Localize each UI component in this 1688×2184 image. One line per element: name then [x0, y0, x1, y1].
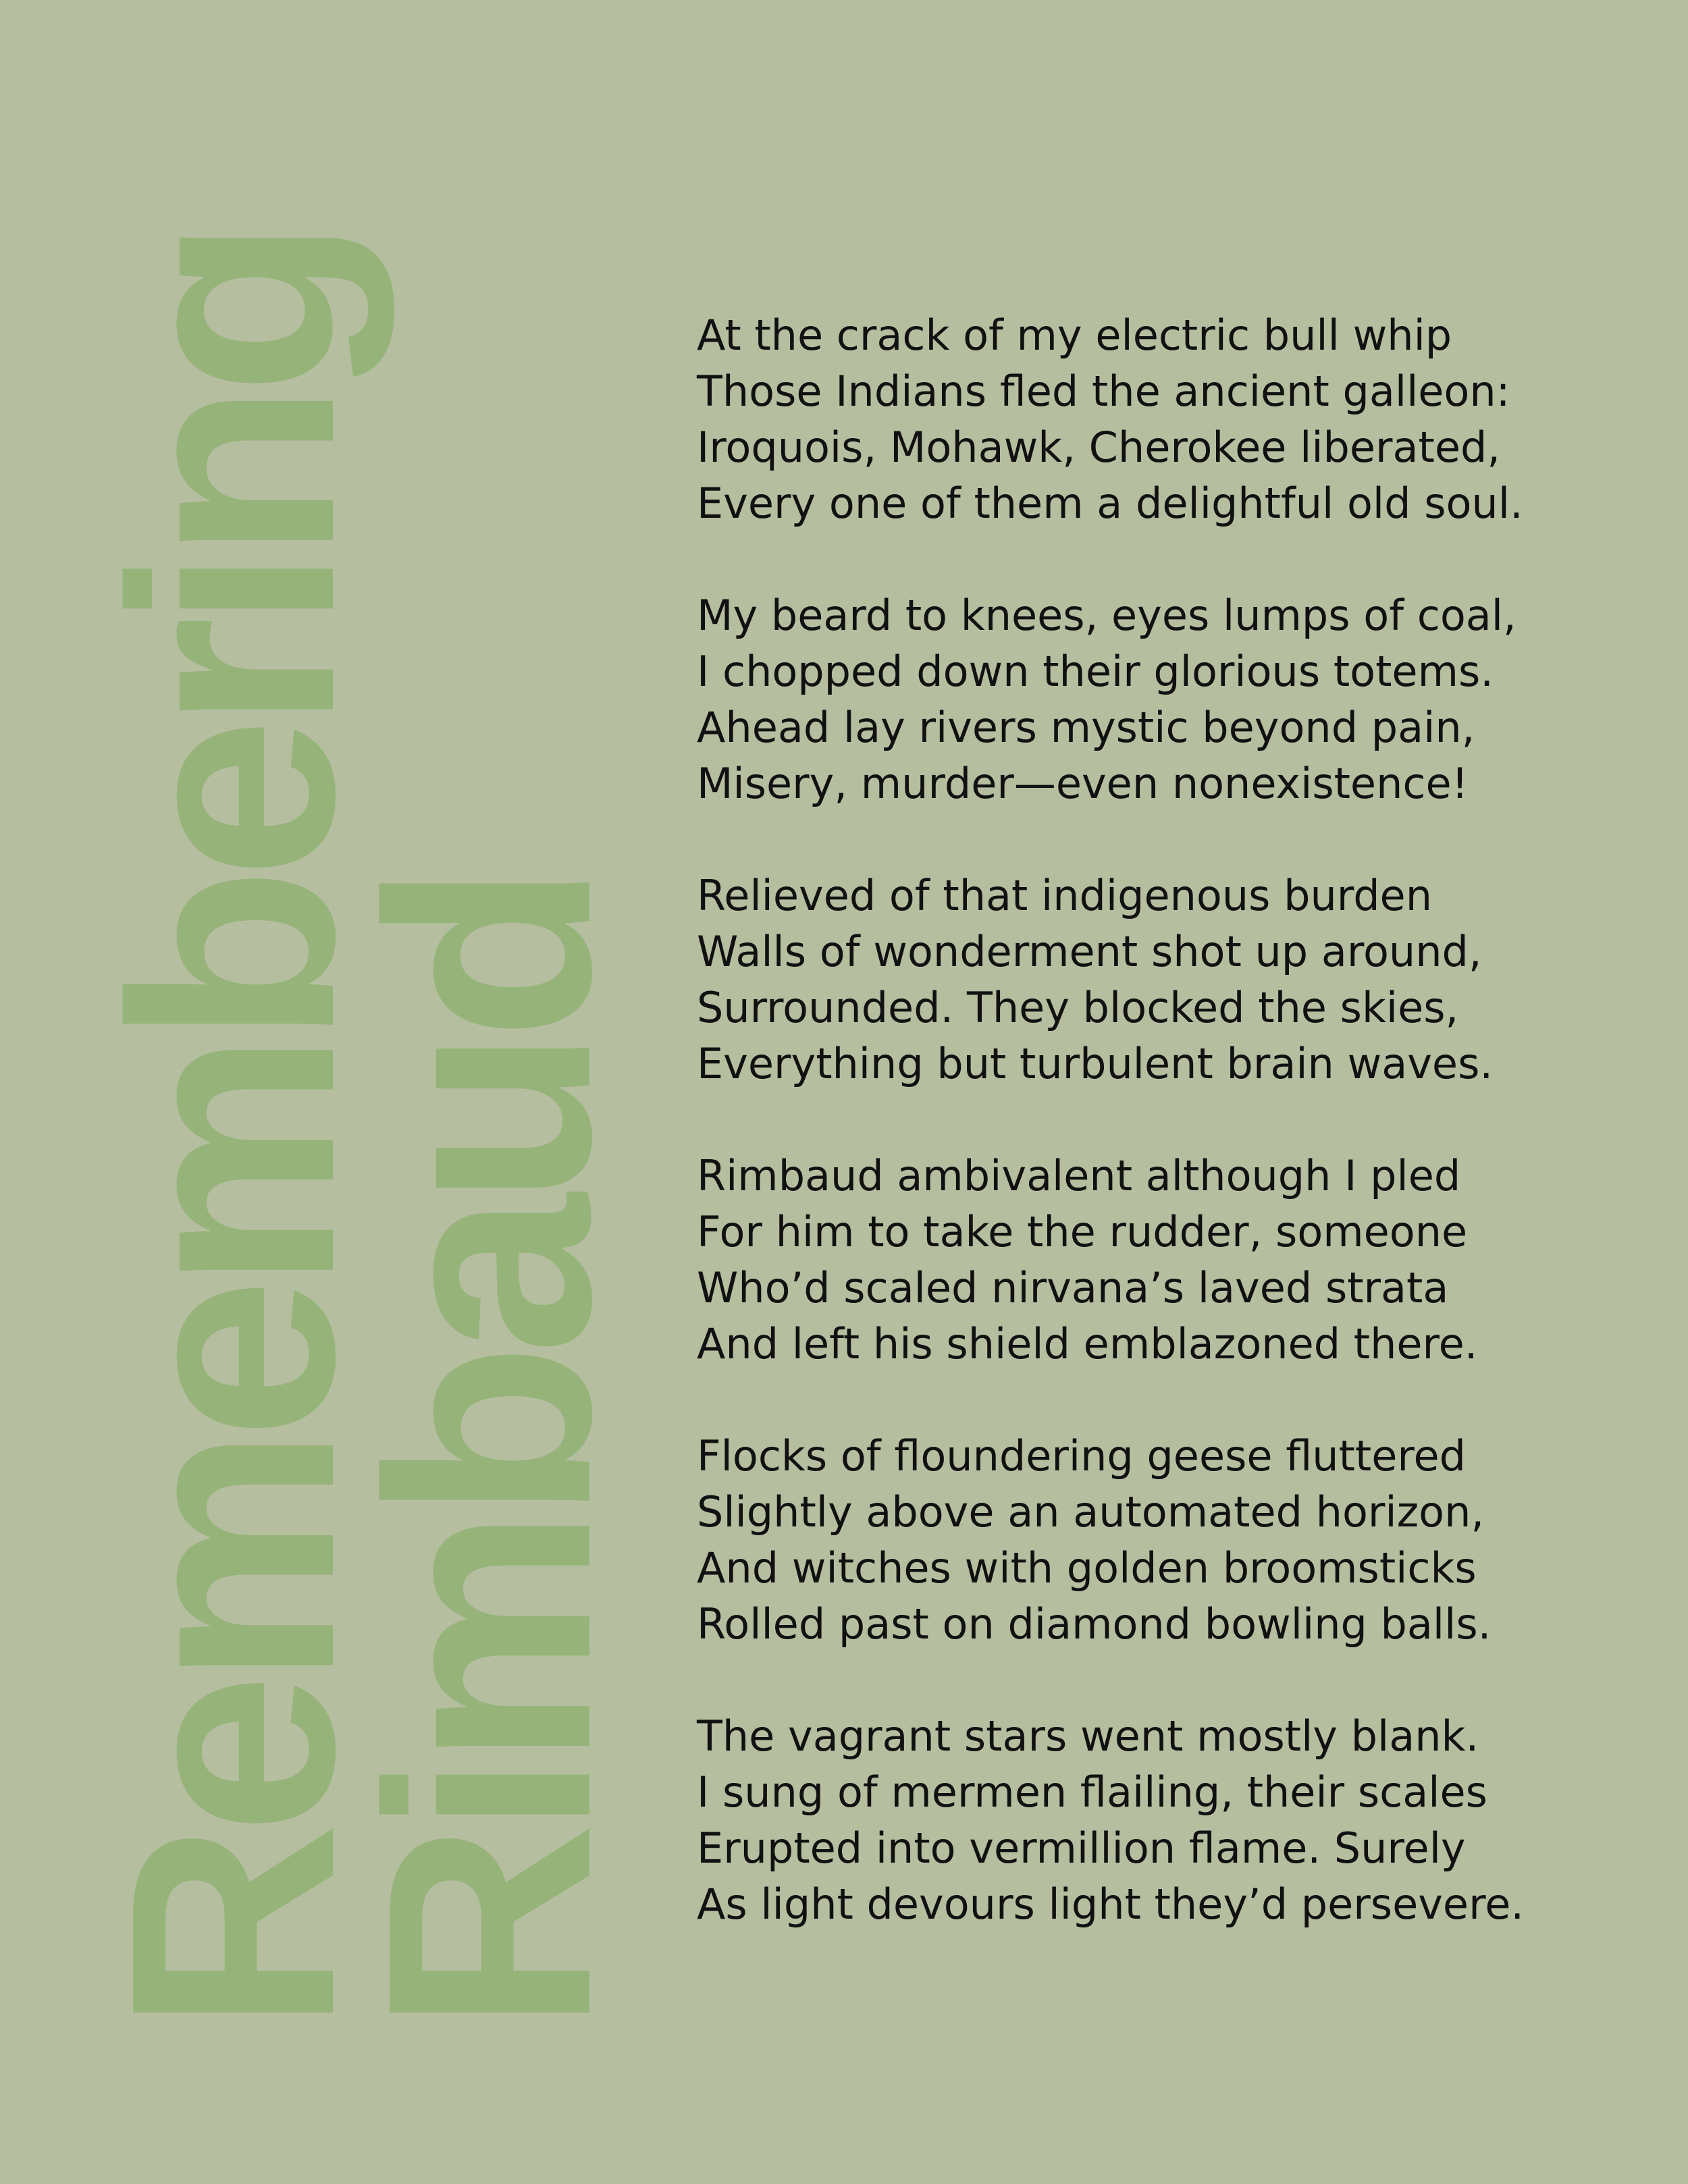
- poem-line: Ahead lay rivers mystic beyond pain,: [697, 703, 1475, 752]
- stanza-4: [697, 1148, 1642, 1372]
- poem-line: Every one of them a delightful old soul.: [697, 479, 1523, 528]
- poem-line: Who’d scaled nirvana’s laved strata: [697, 1263, 1449, 1312]
- poem-line: The vagrant stars went mostly blank.: [697, 1711, 1479, 1761]
- poem-line: I sung of mermen flailing, their scales: [697, 1767, 1487, 1817]
- poem-line: Flocks of floundering geese fluttered: [697, 1431, 1466, 1481]
- poem-line: Those Indians fled the ancient galleon:: [697, 367, 1510, 416]
- poem-line: Rimbaud ambivalent although I pled: [697, 1151, 1461, 1200]
- poem-line: Everything but turbulent brain waves.: [697, 1039, 1494, 1088]
- poem-line: Erupted into vermillion flame. Surely: [697, 1823, 1466, 1873]
- stanza-1: [697, 307, 1642, 531]
- poem-line: Misery, murder—even nonexistence!: [697, 759, 1469, 808]
- poem-line: I chopped down their glorious totems.: [697, 647, 1494, 696]
- stanza-5: [697, 1428, 1642, 1652]
- poem-line: My beard to knees, eyes lumps of coal,: [697, 591, 1516, 640]
- poem-line: Slightly above an automated horizon,: [697, 1487, 1485, 1537]
- poem-line: At the crack of my electric bull whip: [697, 311, 1452, 360]
- poem-line: Surrounded. They blocked the skies,: [697, 983, 1459, 1032]
- poem-body: [697, 307, 1642, 1932]
- stanza-3: [697, 868, 1642, 1092]
- stanza-6: [697, 1708, 1642, 1932]
- poem-line: Walls of wonderment shot up around,: [697, 927, 1482, 976]
- poem-line: For him to take the rudder, someone: [697, 1207, 1468, 1256]
- poem-line: Rolled past on diamond bowling balls.: [697, 1599, 1492, 1649]
- poem-line: Iroquois, Mohawk, Cherokee liberated,: [697, 423, 1501, 472]
- poem-line: Relieved of that indigenous burden: [697, 871, 1432, 920]
- poem-line: And left his shield emblazoned there.: [697, 1319, 1478, 1368]
- stanza-2: [697, 587, 1642, 811]
- poem-line: And witches with golden broomsticks: [697, 1543, 1477, 1593]
- title-line-1: Remembering: [71, 230, 395, 2032]
- title-line-2: Rimbaud: [327, 875, 652, 2032]
- poem-line: As light devours light they’d persevere.: [697, 1880, 1525, 1929]
